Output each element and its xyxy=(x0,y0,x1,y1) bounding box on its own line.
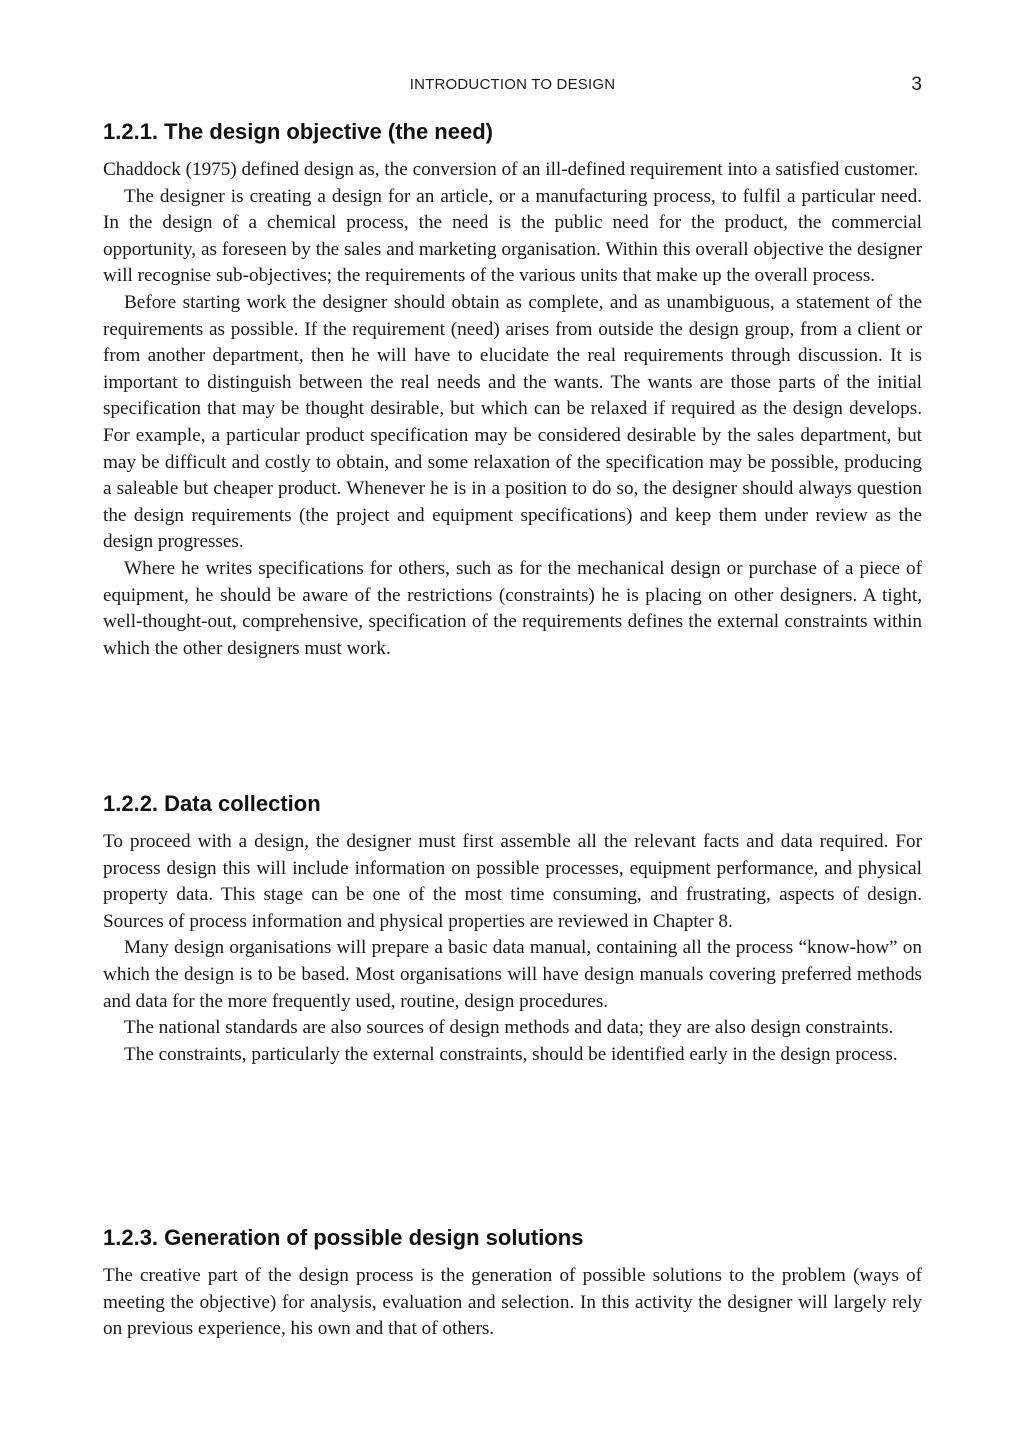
paragraph: Many design organisations will prepare a basic data manual, containing all the process “know-how” on which the design is to be based. Most organisations will have design manuals covering preferred methods and data for the more frequently used, routine, design procedures. xyxy=(103,937,922,1012)
section-design-solutions xyxy=(103,1224,922,1343)
paragraph: Before starting work the designer should obtain as complete, and as unambiguous, a statement of the requirements as possible. If the requirement (need) arises from outside the design group, from a client or from another department, then he will have to elucidate the real requirements through discussion. It is important to distinguish between the real needs and the wants. The wants are those parts of the initial specification that may be thought desirable, but which can be relaxed if required as the design develops. For example, a particular product specification may be considered desirable by the sales department, but may be difficult and costly to obtain, and some relaxation of the specification may be possible, producing a saleable but cheaper product. Whenever he is in a position to do so, the designer should always question the design requirements (the project and equipment specifications) and keep them under review as the design progresses. xyxy=(103,291,922,553)
section-design-objective xyxy=(103,118,922,662)
paragraph: Chaddock (1975) defined design as, the conversion of an ill-defined requirement into a satisfied customer. xyxy=(103,159,919,180)
section-body xyxy=(103,829,922,1068)
paragraph: The national standards are also sources of design methods and data; they are also design constraints. xyxy=(124,1017,894,1039)
running-title: INTRODUCTION TO DESIGN xyxy=(409,76,616,93)
section-data-collection xyxy=(103,790,922,1068)
section-body xyxy=(103,157,922,662)
page-number: 3 xyxy=(911,74,922,95)
running-head xyxy=(103,76,922,100)
paragraph: The constraints, particularly the external constraints, should be identified early in the design process. xyxy=(124,1043,898,1065)
paragraph: Where he writes specifications for others, such as for the mechanical design or purchase of a piece of equipment, he should be aware of the restrictions (constraints) he is placing on other designers. A tight, well-thought-out, comprehensive, specification of the requirements defines the external constraints within which the other designers must work. xyxy=(103,557,922,659)
paragraph: To proceed with a design, the designer must first assemble all the relevant facts and data required. For process design this will include information on possible processes, equipment performance, and physical property data. This stage can be one of the most time consuming, and frustrating, aspects of design. Sources of process information and physical properties are reviewed in Chapter 8. xyxy=(103,831,922,932)
section-heading: 1.2.2. Data collection xyxy=(103,791,321,816)
paragraph: The creative part of the design process is the generation of possible solutions to the problem (ways of meeting the objective) for analysis, evaluation and selection. In this activity the designer will largely rely on previous experience, his own and that of others. xyxy=(103,1265,922,1340)
paragraph: The designer is creating a design for an article, or a manufacturing process, to fulfil a particular need. In the design of a chemical process, the need is the public need for the product, the commercial opportunity, as foreseen by the sales and marketing organisation. Within this overall objective the designer will recognise sub-objectives; the requirements of the various units that make up the overall process. xyxy=(103,185,922,287)
section-body xyxy=(103,1263,922,1343)
section-heading: 1.2.1. The design objective (the need) xyxy=(103,119,493,144)
section-heading: 1.2.3. Generation of possible design solutions xyxy=(103,1225,584,1250)
